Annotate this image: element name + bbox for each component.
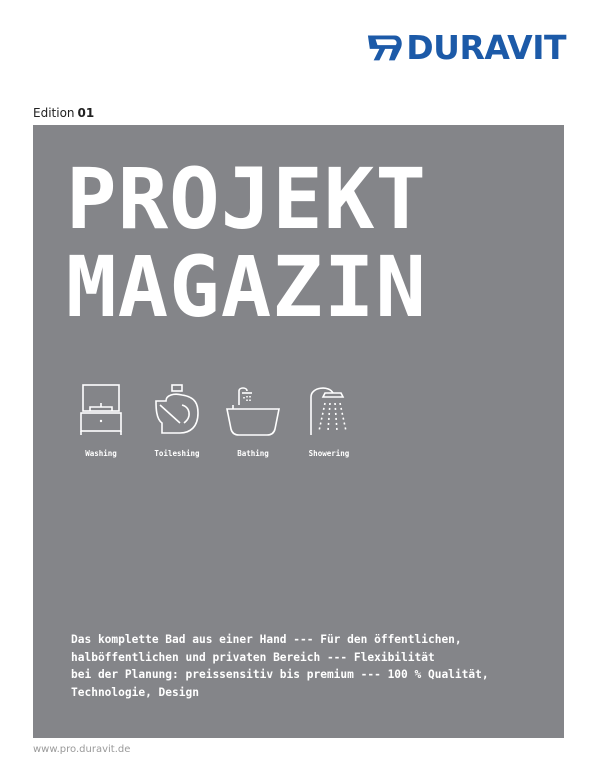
footer-url: www.pro.duravit.de — [33, 744, 131, 755]
edition-text: Edition — [33, 106, 75, 120]
cover-panel — [33, 125, 564, 738]
tagline-line-1: Das komplette Bad aus einer Hand --- Für den öffentlichen, — [71, 633, 462, 646]
shower-icon — [305, 383, 353, 437]
title-line-2: MAGAZIN — [66, 238, 428, 336]
category-label-showering: Showering — [308, 449, 350, 458]
washbasin-vanity-icon — [78, 383, 124, 437]
category-icons — [63, 383, 367, 458]
tagline-line-3: bei der Planung: preissensitiv bis premium --- 100 % Qualität, — [71, 668, 489, 681]
category-bathing — [215, 383, 291, 458]
bathtub-icon — [225, 383, 281, 437]
category-label-bathing: Bathing — [237, 449, 269, 458]
category-label-washing: Washing — [85, 449, 117, 458]
category-toileshing — [139, 383, 215, 458]
brand-name: DURAVIT — [406, 27, 566, 67]
brand-logo — [366, 24, 566, 70]
cover-tagline — [71, 631, 551, 701]
tagline-line-2: halböffentlichen und privaten Bereich --- Flexibilität — [71, 650, 435, 664]
edition-number: 01 — [77, 106, 95, 120]
category-washing — [63, 383, 139, 458]
duravit-bird-logo-icon — [366, 27, 404, 67]
magazine-title — [66, 150, 428, 336]
edition-label — [33, 106, 94, 120]
category-label-toileshing: Toileshing — [154, 449, 200, 458]
category-showering — [291, 383, 367, 458]
title-line-1: PROJEKT — [66, 150, 428, 248]
toilet-icon — [152, 383, 202, 437]
tagline-line-4: Technologie, Design — [71, 685, 199, 699]
